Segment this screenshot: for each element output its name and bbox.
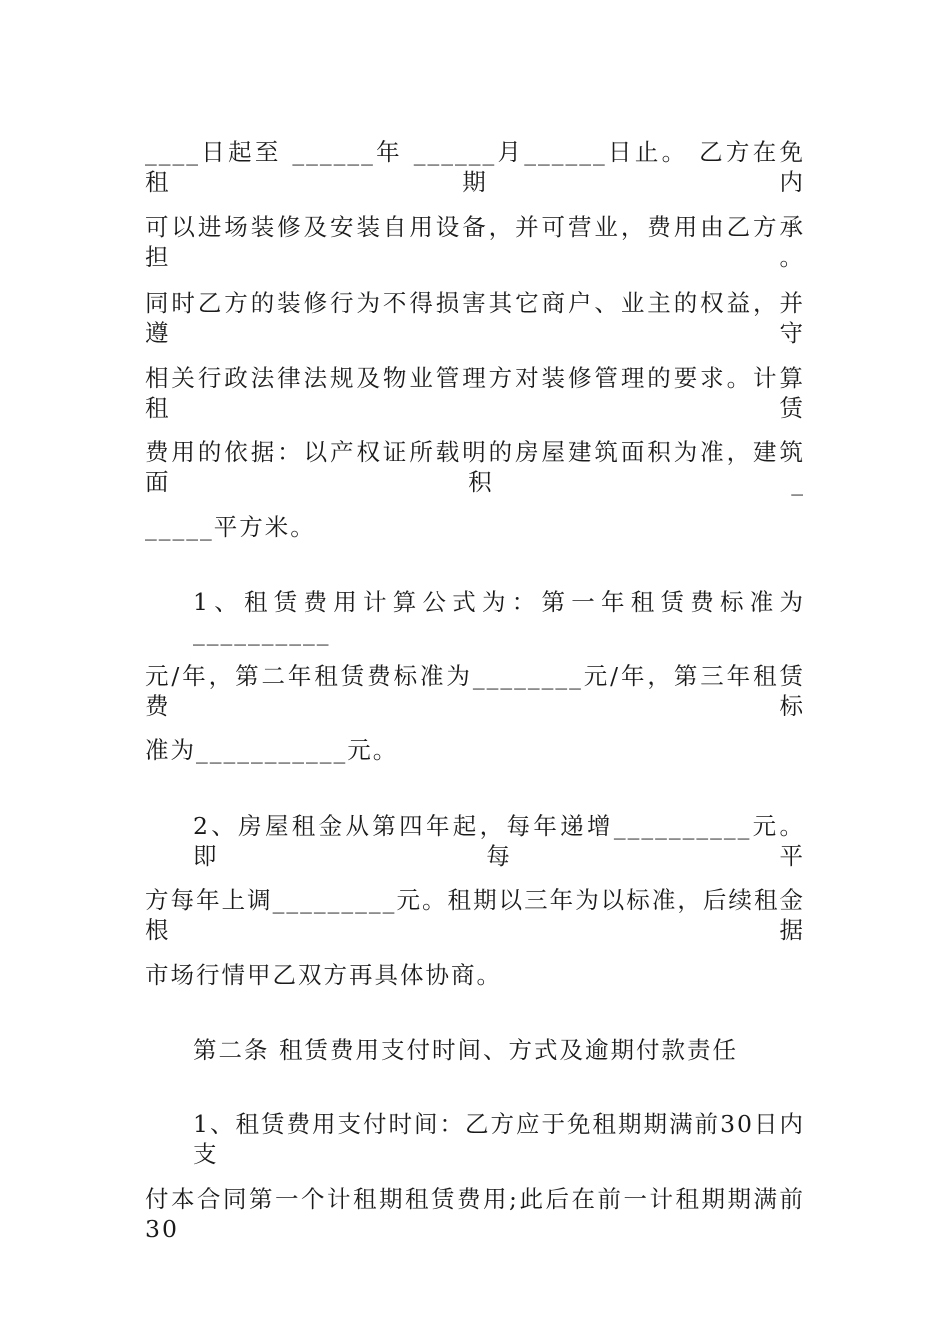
text-line: 付本合同第一个计租期租赁费用;此后在前一计租期期满前30 bbox=[145, 1185, 805, 1243]
text-line: 同时乙方的装修行为不得损害其它商户、业主的权益，并遵守 bbox=[145, 289, 805, 347]
text-line: 市场行情甲乙双方再具体协商。 bbox=[145, 961, 502, 989]
clause-item: 1、租赁费用支付时间：乙方应于免租期期满前30日内支 bbox=[193, 1110, 805, 1168]
clause-item: 2、房屋租金从第四年起，每年递增__________元。即每平 bbox=[193, 812, 805, 870]
text-line: ____日起至 ______年 ______月______日止。 乙方在免租期内 bbox=[145, 138, 805, 196]
article-heading: 第二条 租赁费用支付时间、方式及逾期付款责任 bbox=[193, 1036, 738, 1064]
text-line: 元/年，第二年租赁费标准为________元/年，第三年租赁费标 bbox=[145, 662, 805, 720]
text-line: 可以进场装修及安装自用设备，并可营业，费用由乙方承担。 bbox=[145, 213, 805, 271]
text-line: _____平方米。 bbox=[145, 513, 316, 541]
clause-item: 1、租赁费用计算公式为：第一年租赁费标准为__________ bbox=[193, 588, 805, 646]
text-line: 相关行政法律法规及物业管理方对装修管理的要求。计算租赁 bbox=[145, 364, 805, 422]
text-line: 方每年上调_________元。租期以三年为以标准，后续租金根据 bbox=[145, 886, 805, 944]
text-line: 费用的依据：以产权证所载明的房屋建筑面积为准，建筑面积_ bbox=[145, 438, 805, 496]
text-line: 准为___________元。 bbox=[145, 736, 399, 764]
